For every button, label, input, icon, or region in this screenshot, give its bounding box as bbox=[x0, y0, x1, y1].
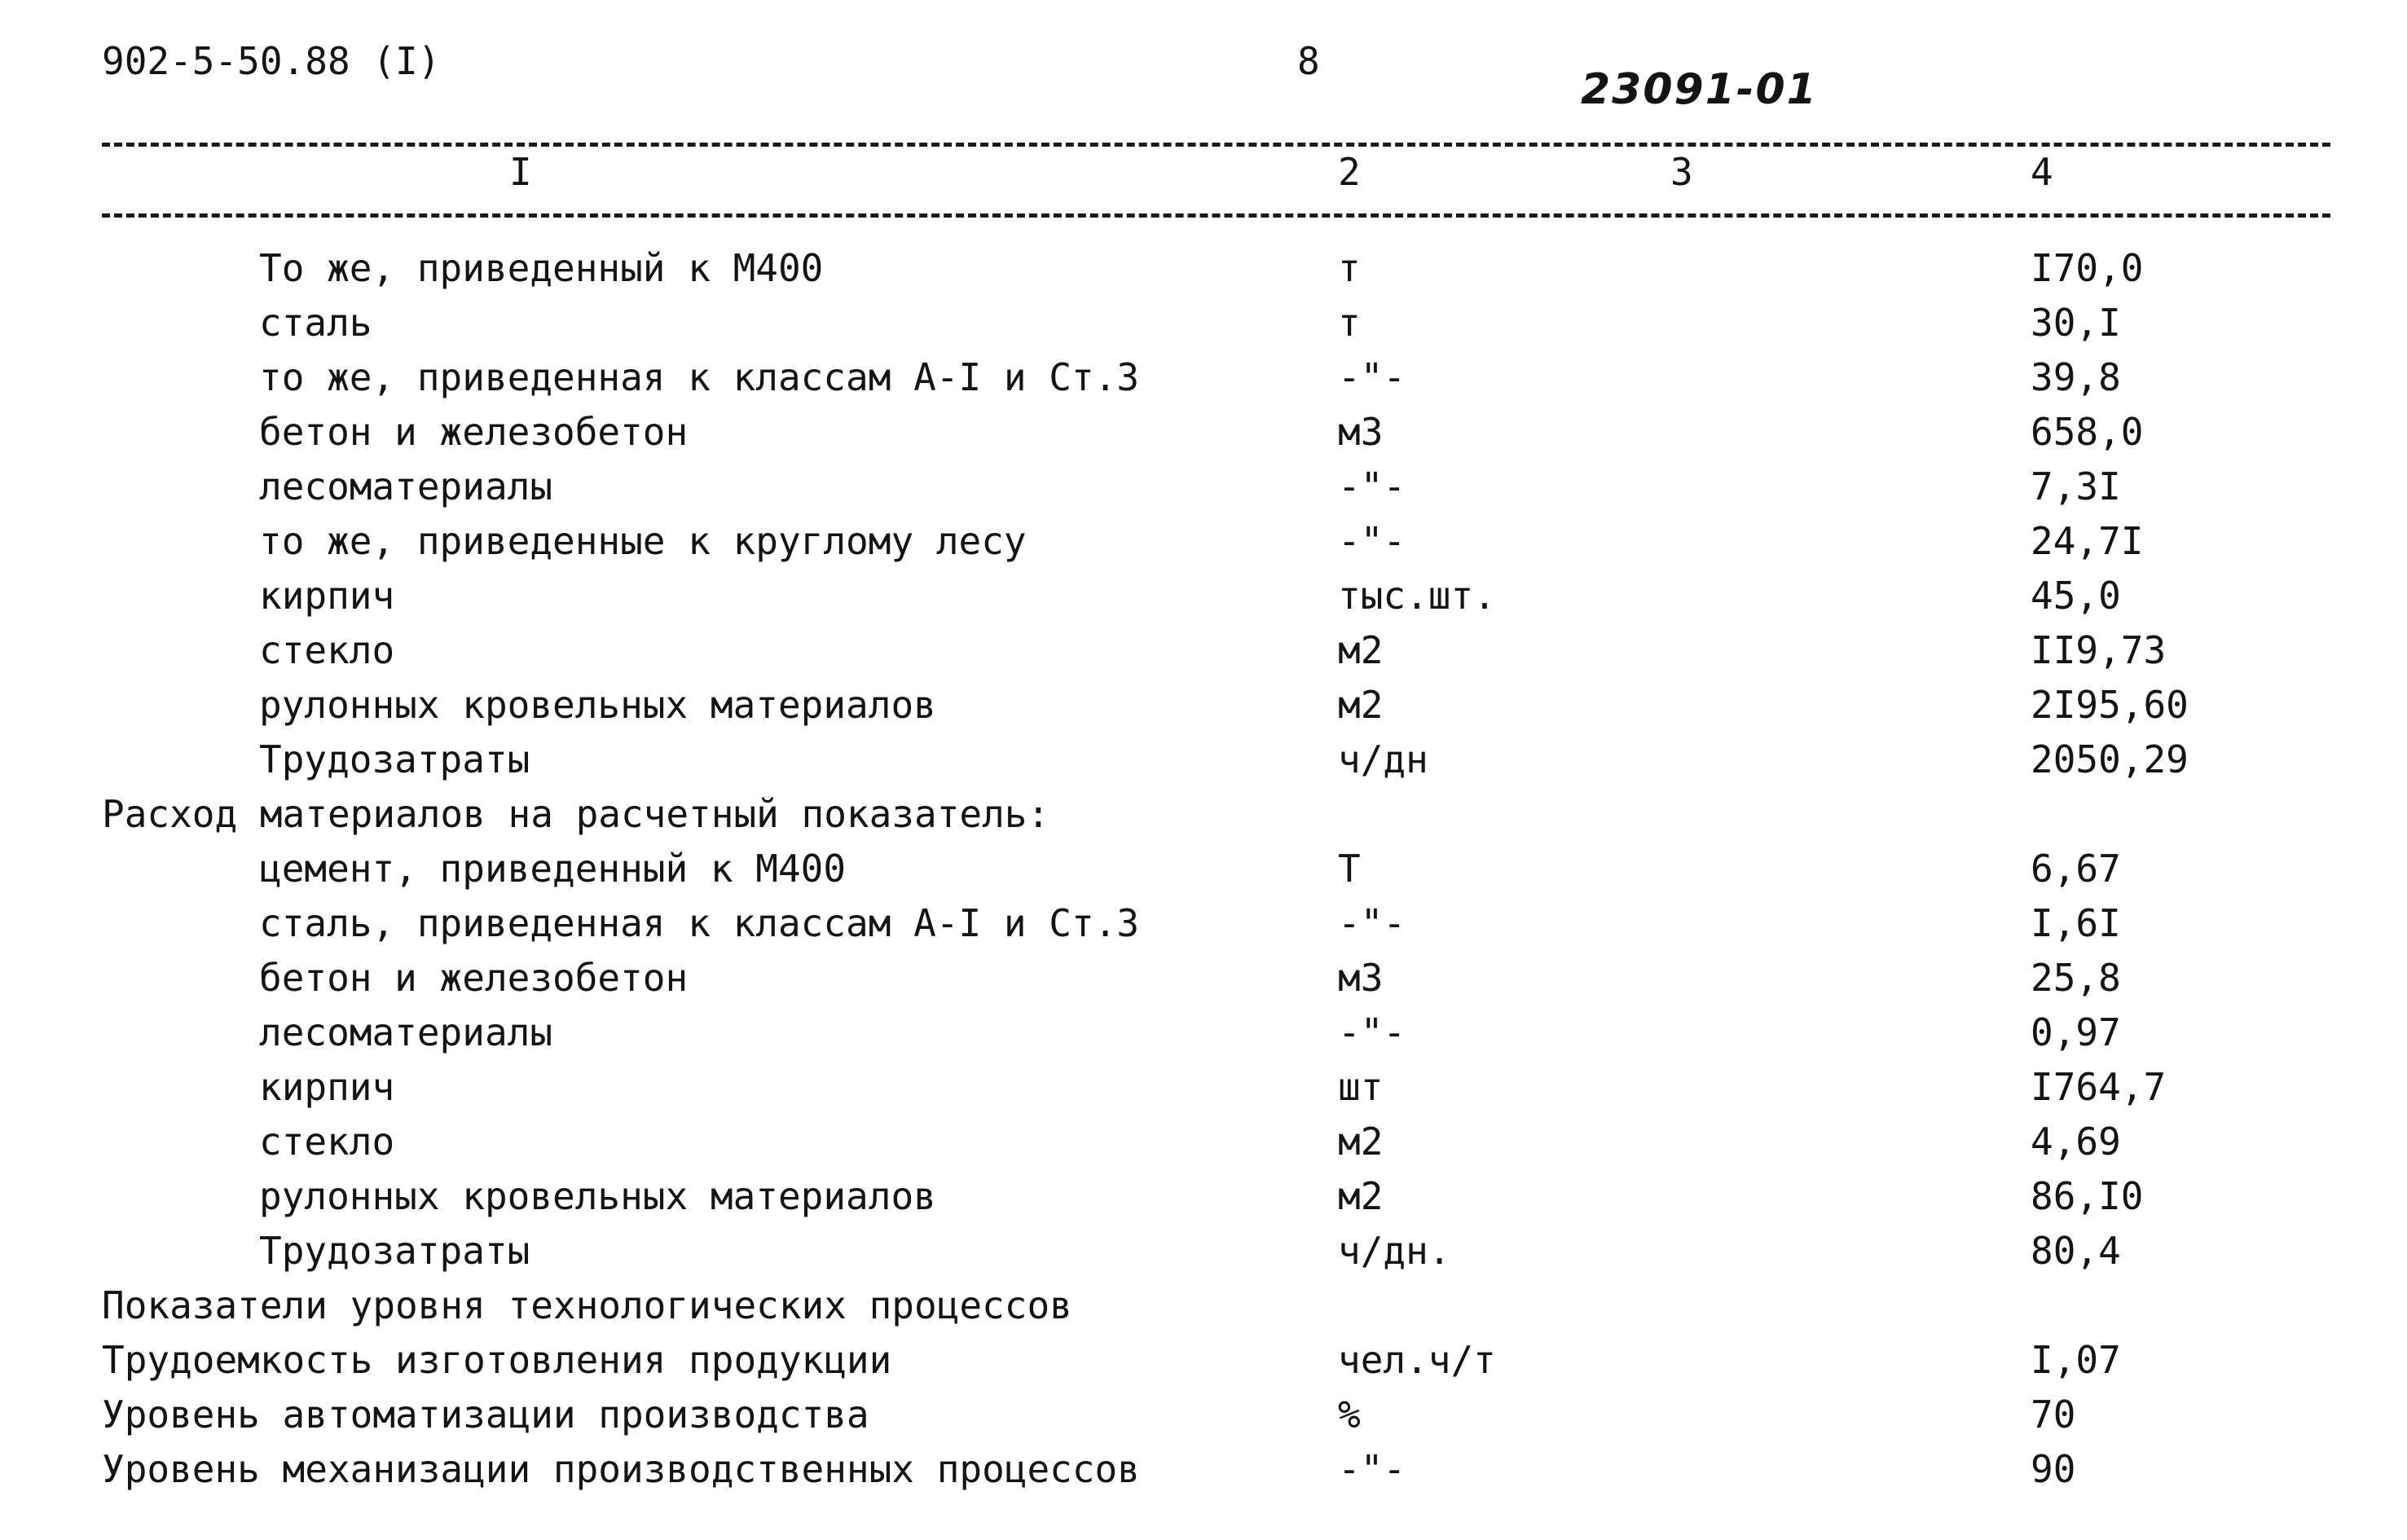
row-value: 658,0 bbox=[2031, 410, 2144, 454]
row-value: 80,4 bbox=[2031, 1229, 2121, 1273]
row-value: 70 bbox=[2031, 1393, 2076, 1437]
row-value: 90 bbox=[2031, 1447, 2076, 1491]
table-row bbox=[0, 1278, 2407, 1333]
table-row bbox=[0, 460, 2407, 514]
row-unit: м2 bbox=[1338, 1120, 1384, 1164]
row-value: 86,I0 bbox=[2031, 1174, 2144, 1218]
row-unit: -"- bbox=[1338, 355, 1406, 399]
row-name: лесоматериалы bbox=[259, 1010, 553, 1054]
table-body bbox=[0, 241, 2407, 1497]
row-value: II9,73 bbox=[2031, 628, 2167, 672]
row-value: I,6I bbox=[2031, 901, 2121, 945]
row-unit: -"- bbox=[1338, 519, 1406, 563]
row-unit: ч/дн bbox=[1338, 737, 1428, 781]
row-unit: чел.ч/т bbox=[1338, 1338, 1496, 1382]
row-value: 2I95,60 bbox=[2031, 683, 2189, 727]
row-name: лесоматериалы bbox=[259, 464, 553, 508]
table-row bbox=[0, 951, 2407, 1005]
row-unit: -"- bbox=[1338, 901, 1406, 945]
row-unit: м3 bbox=[1338, 956, 1384, 1000]
table-header-dashed-rule bbox=[102, 213, 2330, 218]
table-row bbox=[0, 1169, 2407, 1224]
table-row bbox=[0, 405, 2407, 460]
document-code: 902-5-50.88 (I) bbox=[102, 39, 441, 83]
row-name: Уровень механизации производственных процессов bbox=[102, 1447, 1140, 1491]
row-value: I70,0 bbox=[2031, 246, 2144, 290]
table-row bbox=[0, 678, 2407, 733]
row-unit: тыс.шт. bbox=[1338, 574, 1496, 618]
row-unit: м3 bbox=[1338, 410, 1384, 454]
row-unit: Т bbox=[1338, 847, 1361, 891]
row-name: то же, приведенная к классам А-I и Ст.3 bbox=[259, 355, 1140, 399]
table-row bbox=[0, 1333, 2407, 1388]
row-value: 39,8 bbox=[2031, 355, 2121, 399]
row-name: стекло bbox=[259, 628, 395, 672]
row-name: то же, приведенные к круглому лесу bbox=[259, 519, 1027, 563]
table-row bbox=[0, 569, 2407, 623]
row-value: 24,7I bbox=[2031, 519, 2144, 563]
column-header-4: 4 bbox=[2031, 150, 2053, 194]
row-value: I,07 bbox=[2031, 1338, 2121, 1382]
table-row bbox=[0, 1388, 2407, 1442]
table-row bbox=[0, 350, 2407, 405]
row-name: кирпич bbox=[259, 574, 395, 618]
row-value: 6,67 bbox=[2031, 847, 2121, 891]
row-unit: % bbox=[1338, 1393, 1361, 1437]
row-name: Расход материалов на расчетный показатель: bbox=[102, 792, 1050, 836]
table-row bbox=[0, 1224, 2407, 1278]
table-row bbox=[0, 787, 2407, 842]
column-header-3: 3 bbox=[1670, 150, 1693, 194]
row-name: Трудозатраты bbox=[259, 1229, 530, 1273]
table-top-dashed-rule bbox=[102, 143, 2330, 147]
row-name: бетон и железобетон bbox=[259, 410, 689, 454]
row-name: сталь, приведенная к классам А-I и Ст.3 bbox=[259, 901, 1140, 945]
row-name: Трудозатраты bbox=[259, 737, 530, 781]
row-name: кирпич bbox=[259, 1065, 395, 1109]
row-name: Уровень автоматизации производства bbox=[102, 1393, 869, 1437]
column-header-1: I bbox=[509, 150, 532, 194]
row-name: Трудоемкость изготовления продукции bbox=[102, 1338, 892, 1382]
table-row bbox=[0, 1442, 2407, 1497]
table-row bbox=[0, 623, 2407, 678]
page-number: 8 bbox=[1297, 39, 1320, 83]
row-value: 2050,29 bbox=[2031, 737, 2189, 781]
row-unit: -"- bbox=[1338, 1447, 1406, 1491]
row-unit: -"- bbox=[1338, 1010, 1406, 1054]
row-unit: -"- bbox=[1338, 464, 1406, 508]
table-row bbox=[0, 514, 2407, 569]
row-unit: м2 bbox=[1338, 683, 1384, 727]
row-name: стекло bbox=[259, 1120, 395, 1164]
table-row bbox=[0, 1115, 2407, 1169]
row-value: 4,69 bbox=[2031, 1120, 2121, 1164]
table-row bbox=[0, 733, 2407, 787]
row-value: 25,8 bbox=[2031, 956, 2121, 1000]
table-row bbox=[0, 896, 2407, 951]
row-unit: т bbox=[1338, 301, 1361, 345]
row-value: I764,7 bbox=[2031, 1065, 2167, 1109]
row-unit: т bbox=[1338, 246, 1361, 290]
row-value: 45,0 bbox=[2031, 574, 2121, 618]
row-value: 7,3I bbox=[2031, 464, 2121, 508]
table-row bbox=[0, 842, 2407, 896]
column-header-2: 2 bbox=[1338, 150, 1361, 194]
row-unit: ч/дн. bbox=[1338, 1229, 1451, 1273]
row-name: рулонных кровельных материалов bbox=[259, 683, 936, 727]
handwritten-stamp-number: 23091-01 bbox=[1581, 65, 1818, 114]
row-value: 30,I bbox=[2031, 301, 2121, 345]
table-row bbox=[0, 1005, 2407, 1060]
row-name: Показатели уровня технологических процессов bbox=[102, 1283, 1072, 1327]
table-row bbox=[0, 296, 2407, 350]
row-name: сталь bbox=[259, 301, 372, 345]
table-row bbox=[0, 1060, 2407, 1115]
table-row bbox=[0, 241, 2407, 296]
row-unit: шт bbox=[1338, 1065, 1384, 1109]
row-name: цемент, приведенный к М400 bbox=[259, 847, 847, 891]
row-unit: м2 bbox=[1338, 1174, 1384, 1218]
row-name: бетон и железобетон bbox=[259, 956, 689, 1000]
row-value: 0,97 bbox=[2031, 1010, 2121, 1054]
row-unit: м2 bbox=[1338, 628, 1384, 672]
row-name: рулонных кровельных материалов bbox=[259, 1174, 936, 1218]
row-name: То же, приведенный к М400 bbox=[259, 246, 824, 290]
